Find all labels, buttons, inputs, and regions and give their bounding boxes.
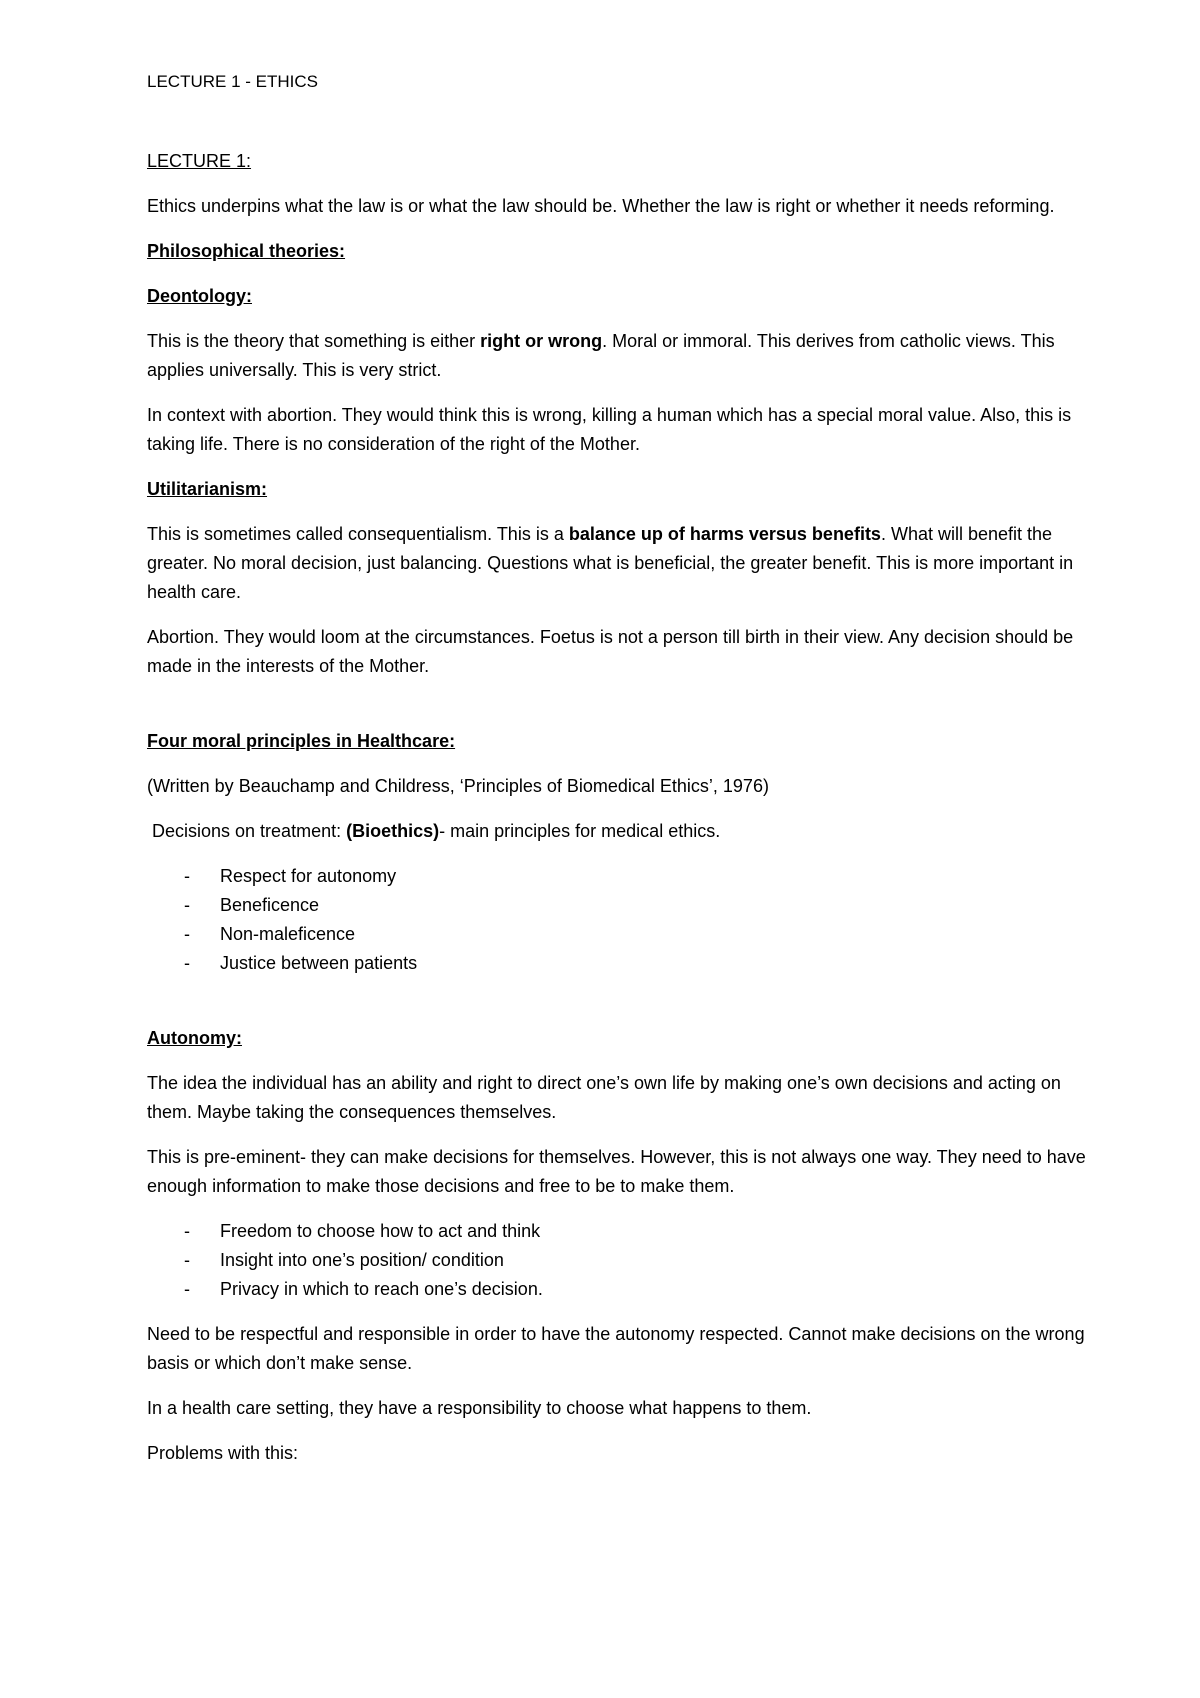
list-item: - Justice between patients bbox=[147, 949, 1087, 978]
bioethics-bold-text: (Bioethics) bbox=[346, 821, 440, 841]
document-page bbox=[147, 72, 1087, 1484]
decisions-text-a: Decisions on treatment: bbox=[152, 821, 347, 841]
page-header: LECTURE 1 - ETHICS bbox=[147, 72, 318, 91]
utilitarianism-paragraph-2: Abortion. They would loom at the circumstances. Foetus is not a person till birth in their view. Any decision should be made in the interests of the Mother. bbox=[147, 627, 1074, 676]
utilitarianism-paragraph-1 bbox=[147, 520, 1087, 607]
deontology-bold-text: right or wrong bbox=[480, 331, 603, 351]
philosophical-theories-heading: Philosophical theories: bbox=[147, 241, 346, 261]
autonomy-paragraph-3: Need to be respectful and responsible in order to have the autonomy respected. Cannot make decisions on the wrong basis or which don’t make sense. bbox=[147, 1324, 1085, 1373]
principles-list bbox=[147, 862, 1087, 978]
utilitarianism-text-b: . What will benefit the greater. No moral decision, just balancing. Questions what is beneficial, the greater benefit. This is more important in health care. bbox=[147, 524, 1074, 602]
utilitarianism-heading: Utilitarianism: bbox=[147, 479, 268, 499]
deontology-paragraph-1 bbox=[147, 327, 1087, 385]
lecture-title: LECTURE 1: bbox=[147, 151, 252, 171]
utilitarianism-text-a: This is sometimes called consequentialism. This is a bbox=[147, 524, 569, 544]
list-item: - Freedom to choose how to act and think bbox=[147, 1217, 1087, 1246]
autonomy-paragraph-4: In a health care setting, they have a responsibility to choose what happens to them. bbox=[147, 1398, 812, 1418]
decisions-text-b: - main principles for medical ethics. bbox=[439, 821, 721, 841]
utilitarianism-bold-text: balance up of harms versus benefits bbox=[568, 524, 881, 544]
list-item: - Non-maleficence bbox=[147, 920, 1087, 949]
autonomy-paragraph-2: This is pre-eminent- they can make decisions for themselves. However, this is not always one way. They need to have enough information to make those decisions and free to be to make them. bbox=[147, 1147, 1086, 1196]
list-item: - Insight into one’s position/ condition bbox=[147, 1246, 1087, 1275]
autonomy-heading: Autonomy: bbox=[147, 1028, 242, 1048]
four-principles-heading: Four moral principles in Healthcare: bbox=[147, 731, 456, 751]
four-principles-citation: (Written by Beauchamp and Childress, ‘Principles of Biomedical Ethics’, 1976) bbox=[147, 776, 769, 796]
autonomy-paragraph-1: The idea the individual has an ability and right to direct one’s own life by making one’s own decisions and acting on them. Maybe taking the consequences themselves. bbox=[147, 1073, 1061, 1122]
deontology-text-b: . Moral or immoral. This derives from catholic views. This applies universally. This is very strict. bbox=[147, 331, 1055, 380]
deontology-paragraph-2: In context with abortion. They would think this is wrong, killing a human which has a special moral value. Also, this is taking life. There is no consideration of the right of the Mother. bbox=[147, 405, 1072, 454]
list-item: - Privacy in which to reach one’s decision. bbox=[147, 1275, 1087, 1304]
autonomy-list bbox=[147, 1217, 1087, 1304]
deontology-text-a: This is the theory that something is either bbox=[147, 331, 481, 351]
decisions-paragraph bbox=[147, 817, 1087, 846]
autonomy-paragraph-5: Problems with this: bbox=[147, 1443, 299, 1463]
deontology-heading: Deontology: bbox=[147, 286, 252, 306]
list-item: - Respect for autonomy bbox=[147, 862, 1087, 891]
intro-paragraph: Ethics underpins what the law is or what the law should be. Whether the law is right or whether it needs reforming. bbox=[147, 196, 1055, 216]
list-item: - Beneficence bbox=[147, 891, 1087, 920]
